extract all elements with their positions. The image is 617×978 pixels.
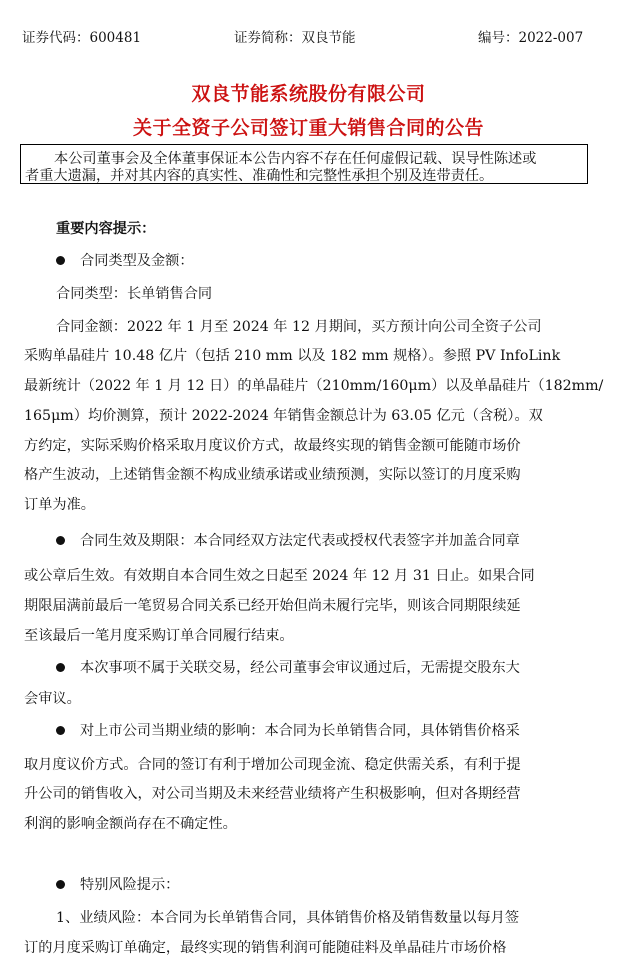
- announcement-number: 编号：2022-007: [478, 30, 584, 46]
- bullet-text: 特别风险提示：: [80, 877, 180, 893]
- bullet-text: 合同生效及期限：本合同经双方法定代表或授权代表签字并加盖合同章: [80, 533, 520, 549]
- key-points-heading: 重要内容提示：: [56, 221, 156, 237]
- bullet-impact: [56, 720, 520, 740]
- amount-line-1: 合同金额：2022 年 1 月至 2024 年 12 月期间，买方预计向公司全资子公司: [56, 319, 542, 335]
- bullet-text: 对上市公司当期业绩的影响：本合同为长单销售合同，具体销售价格采: [80, 723, 520, 739]
- bullet-icon: [56, 256, 65, 265]
- impact-line-2: 取月度议价方式。合同的签订有利于增加公司现金流、稳定供需关系，有利于提: [24, 757, 521, 773]
- document-header: [22, 26, 582, 46]
- amount-line-7: 订单为准。: [24, 497, 95, 513]
- bullet-icon: [56, 726, 65, 735]
- risk-line-2: 订的月度采购订单确定，最终实现的销售利润可能随硅料及单晶硅片市场价格: [24, 940, 507, 956]
- bullet-text: 本次事项不属于关联交易，经公司董事会审议通过后，无需提交股东大: [80, 660, 520, 676]
- contract-type: 合同类型：长单销售合同: [56, 286, 213, 302]
- bullet-icon: [56, 880, 65, 889]
- board-statement-line-1: 本公司董事会及全体董事保证本公告内容不存在任何虚假记载、误导性陈述或: [54, 151, 537, 167]
- bullet-text: 合同类型及金额：: [80, 253, 194, 269]
- effect-line-2: 或公章后生效。有效期自本合同生效之日起至 2024 年 12 月 31 日止。如果合同: [24, 568, 535, 584]
- effect-line-4: 至该最后一笔月度采购订单合同履行结束。: [24, 628, 294, 644]
- stock-abbreviation: 证券简称：双良节能: [234, 30, 356, 46]
- related-line-2: 会审议。: [24, 691, 81, 707]
- amount-line-2: 采购单晶硅片 10.48 亿片（包括 210 mm 以及 182 mm 规格）。参照 PV InfoLink: [24, 348, 561, 364]
- board-statement-line-2: 者重大遗漏，并对其内容的真实性、准确性和完整性承担个别及连带责任。: [25, 168, 494, 184]
- stock-code: 证券代码：600481: [22, 30, 142, 46]
- board-statement-box: [20, 144, 588, 184]
- bullet-icon: [56, 536, 65, 545]
- amount-line-5: 方约定，实际采购价格采取月度议价方式，故最终实现的销售金额可能随市场价: [24, 438, 521, 454]
- company-name-title: 双良节能系统股份有限公司: [191, 83, 426, 105]
- effect-line-3: 期限届满前最后一笔贸易合同关系已经开始但尚未履行完毕，则该合同期限续延: [24, 598, 521, 614]
- amount-line-6: 格产生波动，上述销售金额不构成业绩承诺或业绩预测，实际以签订的月度采购: [24, 467, 521, 483]
- impact-line-4: 利润的影响金额尚存在不确定性。: [24, 816, 237, 832]
- bullet-contract-type-amount: [56, 250, 194, 270]
- bullet-special-risk: [56, 874, 179, 894]
- announcement-title: 关于全资子公司签订重大销售合同的公告: [132, 117, 484, 139]
- impact-line-3: 升公司的销售收入，对公司当期及未来经营业绩将产生积极影响，但对各期经营: [24, 786, 521, 802]
- amount-line-4: 165μm）均价测算，预计 2022-2024 年销售金额总计为 63.05 亿元（含税）。双: [24, 408, 543, 424]
- bullet-related-party: [56, 657, 520, 677]
- amount-line-3: 最新统计（2022 年 1 月 12 日）的单晶硅片（210mm/160μm）以及单晶硅片（182mm/: [24, 378, 604, 394]
- bullet-icon: [56, 663, 65, 672]
- risk-line-1: 1、业绩风险：本合同为长单销售合同，具体销售价格及销售数量以每月签: [56, 910, 520, 926]
- bullet-effect: [56, 530, 520, 550]
